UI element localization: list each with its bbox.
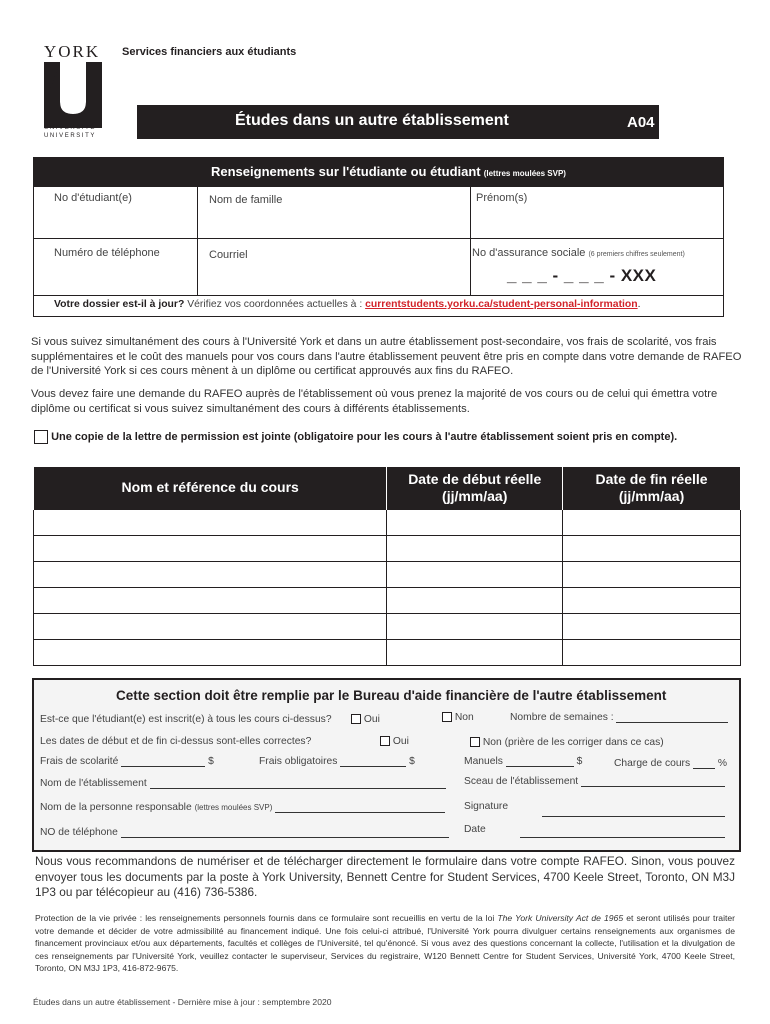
tuition-label: Frais de scolarité [40, 756, 119, 767]
department-name: Services financiers aux étudiants [122, 46, 297, 58]
date-input[interactable] [520, 830, 725, 838]
student-info-note: (lettres moulées SVP) [483, 169, 566, 178]
student-info-header [33, 157, 724, 186]
course-name-cell[interactable] [34, 535, 387, 561]
weeks-input[interactable] [616, 713, 728, 723]
personal-info-link[interactable]: currentstudents.yorku.ca/student-personal-information [365, 299, 638, 310]
course-table [33, 467, 741, 666]
dates-oui-checkbox[interactable] [380, 736, 390, 746]
start-date-cell[interactable] [387, 639, 563, 665]
end-date-cell[interactable] [563, 639, 741, 665]
sin-field[interactable]: No d'assurance sociale (6 premiers chiffres seulement) [472, 247, 685, 259]
mandatory-fees-input[interactable] [340, 757, 406, 767]
sin-mask: _ _ _ - _ _ _ - XXX [507, 266, 657, 285]
date-label: Date [464, 824, 486, 835]
responsible-note: (lettres moulées SVP) [194, 803, 273, 812]
end-date-header: Date de fin réelle (jj/mm/aa) [563, 467, 741, 509]
last-name-field[interactable]: Nom de famille [209, 194, 283, 206]
permission-label: Une copie de la lettre de permission est jointe (obligatoire pour les cours à l'autre établissement soient pris en compte). [51, 431, 678, 443]
other-institution-section: Cette section doit être remplie par le Bureau d'aide financière de l'autre établissement Est-ce que l'étudiant(e) est inscrit(e) à tous les cours ci-dessus? Oui Non Nombre de semaines : Les dates de début et de fin ci-dessus sont-elles correctes? Oui Non (prière de les corriger dans ce cas) Frais de scolarité $ Frais obligatoires $ Manuels $ Charge de cours % Nom de l'établissement Sceau de l'établissement Nom de la personne responsable (lettres moulées SVP) Signature NO de téléphone Date [32, 678, 741, 852]
york-logo [44, 42, 104, 142]
permission-letter-row [34, 430, 677, 444]
email-field[interactable]: Courriel [209, 249, 248, 261]
course-row [34, 587, 741, 613]
institution-name-input[interactable] [150, 779, 446, 789]
course-name-cell[interactable] [34, 561, 387, 587]
seal-label: Sceau de l'établissement [464, 776, 579, 787]
student-number-field[interactable]: No d'étudiant(e) [54, 192, 132, 204]
responsible-label: Nom de la personne responsable [40, 802, 192, 813]
sin-note: (6 premiers chiffres seulement) [588, 251, 685, 258]
course-table-header [34, 467, 741, 509]
end-date-cell[interactable] [563, 535, 741, 561]
logo-universite-text: UNIVERSITÉ [44, 125, 97, 131]
form-code: A04 [627, 114, 655, 131]
course-name-cell[interactable] [34, 639, 387, 665]
course-row [34, 613, 741, 639]
start-date-cell[interactable] [387, 587, 563, 613]
end-date-cell[interactable] [563, 613, 741, 639]
logo-university-text: UNIVERSITY [44, 133, 97, 139]
dates-question: Les dates de début et de fin ci-dessus sont-elles correctes? [40, 736, 312, 747]
start-date-cell[interactable] [387, 509, 563, 535]
end-date-cell[interactable] [563, 561, 741, 587]
rafeo-paragraph: Vous devez faire une demande du RAFEO auprès de l'établissement où vous prenez la majorité de vos cours ou de celui qui émettra votre diplôme ou certificat si vous suivez simultanément des cours à différents établissements. [31, 388, 718, 415]
end-date-cell[interactable] [563, 587, 741, 613]
permission-checkbox[interactable] [34, 430, 48, 444]
course-name-cell[interactable] [34, 613, 387, 639]
signature-label: Signature [464, 801, 509, 812]
course-row [34, 509, 741, 535]
phone-field[interactable]: Numéro de téléphone [54, 247, 160, 259]
course-load-label: Charge de cours [614, 758, 691, 769]
course-row [34, 561, 741, 587]
dates-non-checkbox[interactable] [470, 737, 480, 747]
enrolled-non-checkbox[interactable] [442, 712, 452, 722]
other-institution-heading: Cette section doit être remplie par le Bureau d'aide financière de l'autre établissement [116, 688, 667, 703]
weeks-label: Nombre de semaines : [510, 712, 614, 723]
record-uptodate-line: Votre dossier est-il à jour? Vérifiez vos coordonnées actuelles à : currentstudents.yorku.ca/student-personal-information. [54, 299, 641, 310]
seal-area[interactable] [581, 777, 725, 787]
course-name-header: Nom et référence du cours [34, 467, 387, 509]
intro-paragraph: Si vous suivez simultanément des cours à l'Université York et dans un autre établissement post-secondaire, vos frais de scolarité, vos frais supplémentaires et le coût des manuels pour vos cours dans l'autre établissement peuvent être pris en compte dans votre demande de RAFEO de l'Université York si ces cours mènent à un diplôme ou certificat approuvés aux fins du RAFEO. [31, 336, 742, 377]
institution-phone-input[interactable] [121, 828, 449, 838]
tuition-input[interactable] [121, 757, 205, 767]
submission-instructions: Nous vous recommandons de numériser et de télécharger directement le formulaire dans votre compte RAFEO. Sinon, vous pouvez envoyer tous les documents par la poste à York University, Bennett Centre for Student Services, 4700 Keele Street, Toronto, ON M3J 1P3 ou par télécopieur au (416) 736-5386. [35, 854, 735, 899]
end-date-cell[interactable] [563, 509, 741, 535]
books-input[interactable] [506, 757, 574, 767]
institution-name-label: Nom de l'établissement [40, 778, 147, 789]
revision-note: Études dans un autre établissement - Dernière mise à jour : semptembre 2020 [33, 997, 332, 1007]
course-name-cell[interactable] [34, 509, 387, 535]
form-title: Études dans un autre établissement [235, 112, 509, 129]
form-title-bar [137, 105, 659, 139]
logo-york-text: YORK [44, 42, 101, 61]
mandatory-fees-label: Frais obligatoires [259, 756, 338, 767]
signature-input[interactable] [542, 809, 725, 817]
start-date-cell[interactable] [387, 613, 563, 639]
course-name-cell[interactable] [34, 587, 387, 613]
course-load-input[interactable] [693, 759, 715, 769]
privacy-notice: Protection de la vie privée : les renseignements personnels fournis dans ce formulaire sont recueillis en vertu de la loi The York University Act de 1965 et seront utilisés pour traiter votre demande et décider de votre admissibilité au financement indiqué. Une fois celui-ci attribué, l'Université York pourra divulguer certains renseignements aux organismes de financement provinciaux et/ou aux départements, facultés et collèges de l'Université, tel qu'énoncé. Si vous avez des questions concernant la collecte, l'utilisation et la divulgation de ces renseignements par l'Université York, veuillez contacter le superviseur, Services du registraire, W120 Bennett Centre for Student Services, Université York, 4700 Keele Street, Toronto, ON M3J 1P3, 416-872-9675. [35, 913, 736, 973]
student-info-title: Renseignements sur l'étudiante ou étudiant [211, 164, 481, 179]
enrolled-question: Est-ce que l'étudiant(e) est inscrit(e) à tous les cours ci-dessus? [40, 714, 332, 725]
institution-phone-label: NO de téléphone [40, 827, 118, 838]
logo-u-mark [44, 62, 102, 128]
start-date-header: Date de début réelle (jj/mm/aa) [387, 467, 563, 509]
start-date-cell[interactable] [387, 535, 563, 561]
course-row [34, 535, 741, 561]
responsible-input[interactable] [275, 803, 445, 813]
books-label: Manuels [464, 756, 503, 767]
student-info-grid [33, 186, 724, 317]
first-name-field[interactable]: Prénom(s) [476, 192, 528, 204]
start-date-cell[interactable] [387, 561, 563, 587]
course-row [34, 639, 741, 665]
enrolled-oui-checkbox[interactable] [351, 714, 361, 724]
